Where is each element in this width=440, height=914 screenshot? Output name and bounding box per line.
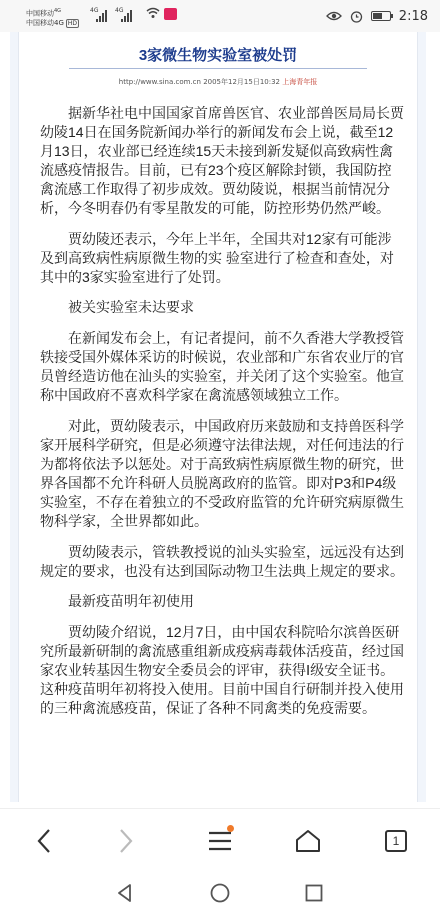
paragraph: 据新华社电中国国家首席兽医官、农业部兽医局局长贾幼陵14日在国务院新闻办举行的新闻发布会上说，截至12月13日，农业部已经连续15天未接到新发疑似高致病性禽流感疫情报告。目前，已有23个疫区解除封锁，我国防控禽流感工作取得了初步成效。贾幼陵说，根据当前情况分析，今冬明春仍有零星散发的可能，防控形势仍然严峻。	[40, 105, 404, 216]
carrier1-name: 中国移动	[26, 9, 54, 18]
paragraph: 贾幼陵还表示，今年上半年，全国共对12家有可能涉及到高致病性病原微生物的实 验室进行了检查和查处，对其中的3家实验室进行了处罚。	[40, 231, 394, 285]
browser-toolbar	[0, 808, 440, 872]
title-divider	[69, 68, 367, 69]
nav-recents-icon[interactable]	[303, 882, 325, 904]
back-icon	[35, 828, 53, 854]
paragraph: 对此，贾幼陵表示，中国政府历来鼓励和支持兽医科学家开展科学研究，但是必须遵守法律法规，对任何违法的行为都将依法予以惩处。对于高致病性病原微生物的研究，世界各国都不允许科研人员脱离政府的监管。即对P3和P4级实验室，不存在着独立的不受政府监管的允许研究病原微生物科学家，全世界都如此。	[40, 418, 404, 529]
notification-dot	[227, 825, 234, 832]
article-source: 上海青年报	[282, 78, 318, 86]
home-icon	[295, 829, 321, 853]
hd-badge: HD	[67, 20, 78, 28]
paragraph: 贾幼陵介绍说，12月7日，由中国农科院哈尔滨兽医研究所最新研制的禽流感重组新成疫病毒载体活疫苗，经过国家农业转基因生物安全委员会的评审，获得Ⅰ级安全证书。这种疫苗明年初将投入使用。目前中国自行研制并投入使用的三种禽流感疫苗，保证了各种不同禽类的免疫需要。	[40, 624, 404, 716]
signal1-label: 4G	[90, 7, 99, 14]
paragraph: 贾幼陵表示，管轶教授说的汕头实验室，远远没有达到规定的要求，也没有达到国际动物卫生法典上规定的要求。	[40, 544, 404, 579]
status-bar	[0, 0, 440, 32]
menu-button[interactable]	[202, 823, 238, 859]
signal1-icon	[96, 8, 107, 22]
forward-icon	[117, 828, 135, 854]
article-title: 3家微生物实验室被处罚	[138, 47, 298, 64]
back-button[interactable]	[26, 823, 62, 859]
tab-count: 1	[392, 834, 400, 848]
section-heading: 被关实验室未达要求	[68, 299, 194, 315]
signal2-icon	[121, 8, 132, 22]
battery-icon	[371, 11, 391, 21]
carrier1-network: 4G	[54, 8, 62, 14]
battery-level	[373, 13, 383, 19]
section-heading: 最新疫苗明年初使用	[68, 593, 194, 609]
article-body	[40, 92, 404, 718]
tabs-icon	[385, 830, 407, 852]
wifi-icon	[146, 7, 160, 19]
nav-back-icon[interactable]	[114, 882, 136, 904]
system-navigation	[0, 872, 440, 914]
nav-home-icon[interactable]	[209, 882, 231, 904]
article-frame	[10, 32, 426, 802]
article-url-date: http://www.sina.com.cn 2005年12月15日10:32	[118, 78, 280, 86]
article-meta	[19, 77, 417, 87]
carrier-info	[26, 6, 79, 28]
home-button[interactable]	[290, 823, 326, 859]
forward-button[interactable]	[108, 823, 144, 859]
eye-icon	[326, 10, 342, 22]
status-right	[326, 6, 428, 26]
signal2-label: 4G	[115, 7, 124, 14]
tabs-button[interactable]	[378, 823, 414, 859]
paragraph: 在新闻发布会上，有记者提问，前不久香港大学教授管轶接受国外媒体采访的时候说，农业部和广东省农业厅的官员曾经造访他在汕头的实验室，并关闭了这个实验室。他宣称中国政府不喜欢科学家在禽流感领域独立工作。	[40, 330, 404, 403]
clock: 2:18	[398, 8, 428, 24]
alarm-icon	[350, 10, 363, 23]
carrier2-name: 中国移动4G	[26, 19, 64, 28]
app-notification-icon	[164, 8, 177, 20]
menu-icon	[208, 830, 232, 852]
